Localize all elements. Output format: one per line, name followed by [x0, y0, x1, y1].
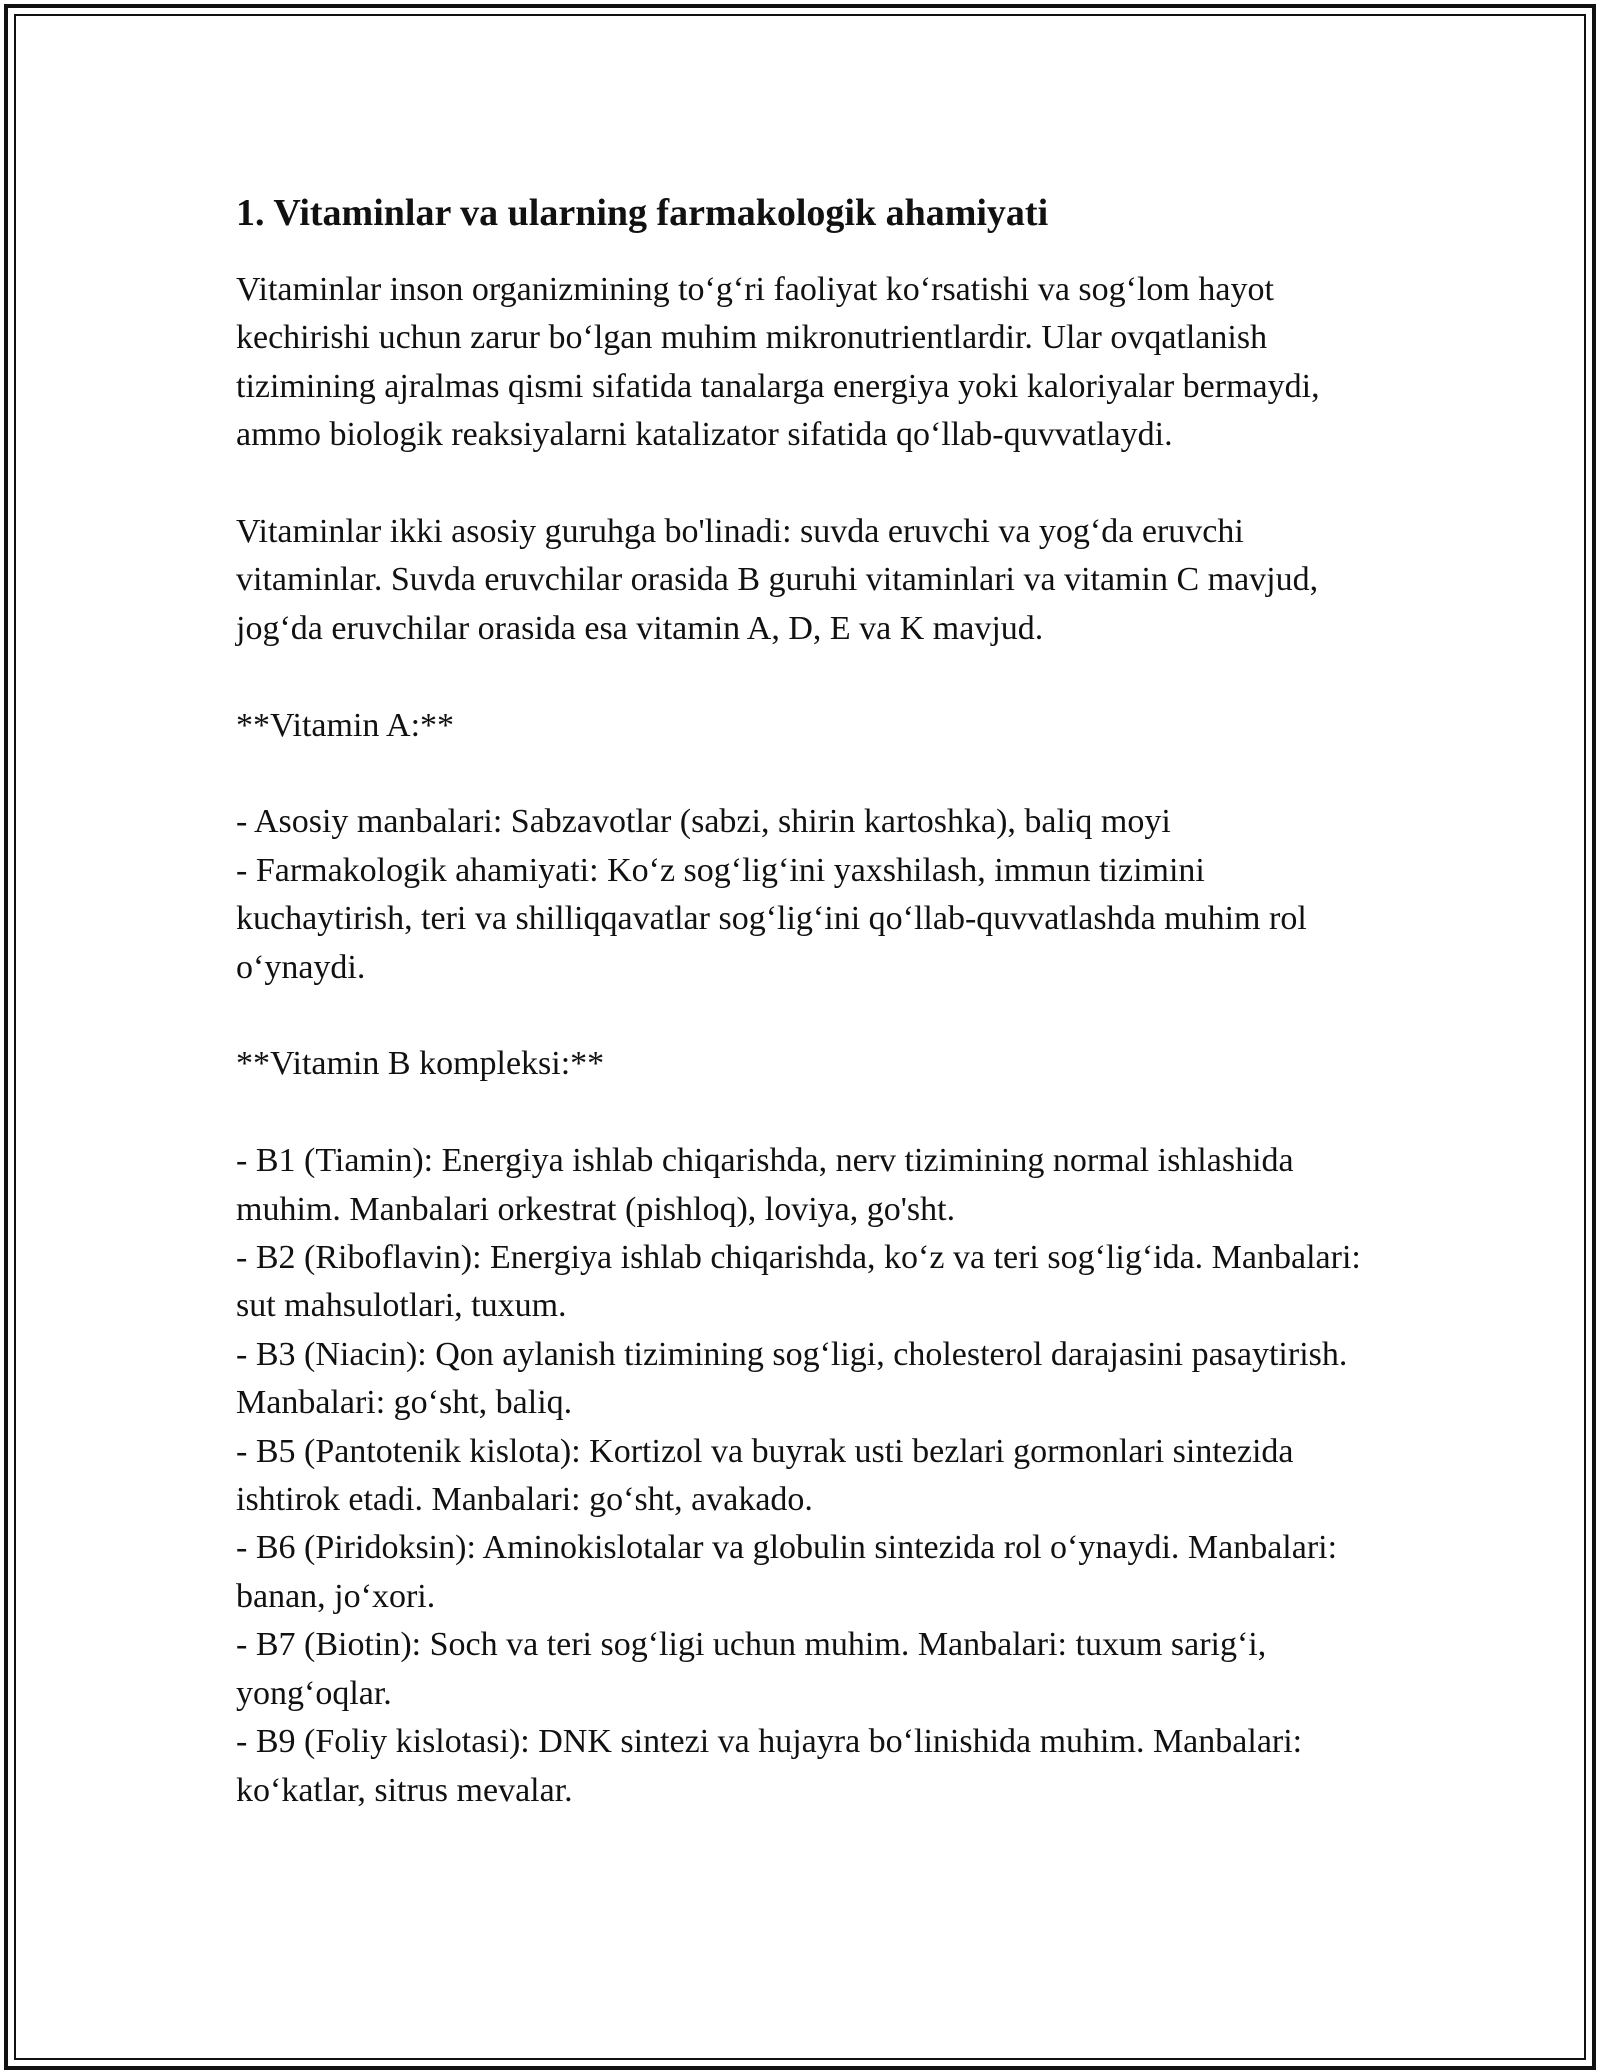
groups-paragraph: Vitaminlar ikki asosiy guruhga bo'linadi: suvda eruvchi va yog‘da eruvchi vitaminlar. Suvda eruvchilar orasida B guruhi vitaminlari va vitamin C mavjud, jog‘da eruvchilar orasida esa vitamin A, D, E va K mavjud. — [236, 513, 1319, 647]
list-item: - B3 (Niacin): Qon aylanish tizimining sog‘ligi, cholesterol darajasini pasaytirish. Manbalari: go‘sht, baliq. — [236, 1335, 1348, 1422]
vitamin-b-heading: **Vitamin B kompleksi:** — [236, 1045, 605, 1083]
document-body — [236, 186, 1366, 1815]
document-title: 1. Vitaminlar va ularning farmakologik ahamiyati — [236, 192, 1049, 234]
list-item: - B9 (Foliy kislotasi): DNK sintezi va hujayra bo‘linishida muhim. Manbalari: ko‘katlar, sitrus mevalar. — [236, 1723, 1303, 1809]
paragraph-gap — [236, 750, 1366, 798]
list-item: - B6 (Piridoksin): Aminokislotalar va globulin sintezida rol o‘ynaydi. Manbalari: banan, jo‘xori. — [236, 1529, 1338, 1615]
paragraph-gap — [236, 1089, 1366, 1137]
vitamin-a-heading: **Vitamin A:** — [236, 706, 455, 744]
list-item: - B1 (Tiamin): Energiya ishlab chiqarishda, nerv tizimining normal ishlashida muhim. Manbalari orkestrat (pishloq), loviya, go'sht. — [236, 1142, 1294, 1228]
paragraph-gap — [236, 460, 1366, 508]
intro-paragraph: Vitaminlar inson organizmining to‘g‘ri faoliyat ko‘rsatishi va sog‘lom hayot kechirishi uchun zarur bo‘lgan muhim mikronutrientlardir. Ular ovqatlanish tizimining ajralmas qismi sifatida tanalarga energiya yoki kaloriyalar bermaydi, ammo biologik reaksiyalarni katalizator sifatida qo‘llab-quvvatlaydi. — [236, 271, 1320, 454]
vitamin-b-list — [236, 1137, 1366, 1815]
vitamin-a-sources: - Asosiy manbalari: Sabzavotlar (sabzi, shirin kartoshka), baliq moyi — [236, 803, 1171, 841]
paragraph-gap — [236, 992, 1366, 1040]
list-item: - B2 (Riboflavin): Energiya ishlab chiqarishda, ko‘z va teri sog‘lig‘ida. Manbalari: sut mahsulotlari, tuxum. — [236, 1239, 1361, 1325]
vitamin-a-importance: - Farmakologik ahamiyati: Ko‘z sog‘lig‘ini yaxshilash, immun tizimini kuchaytirish, teri va shilliqqavatlar sog‘lig‘ini qo‘llab-quvvatlashda muhim rol o‘ynaydi. — [236, 851, 1307, 986]
list-item: - B7 (Biotin): Soch va teri sog‘ligi uchun muhim. Manbalari: tuxum sarig‘i, yong‘oqlar. — [236, 1626, 1267, 1712]
paragraph-gap — [236, 653, 1366, 701]
list-item: - B5 (Pantotenik kislota): Kortizol va buyrak usti bezlari gormonlari sintezida ishtirok etadi. Manbalari: go‘sht, avakado. — [236, 1432, 1294, 1519]
